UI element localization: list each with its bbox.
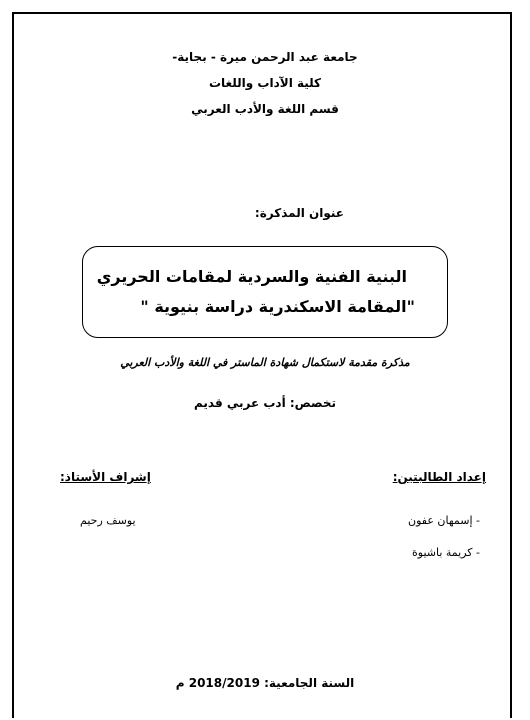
supervisor-name: يوسف رحيم bbox=[80, 514, 136, 527]
thesis-title-line-2: "المقامة الاسكندرية دراسة بنيوية " bbox=[140, 297, 415, 316]
thesis-title-label: عنوان المذكرة: bbox=[254, 206, 344, 220]
university-name: جامعة عبد الرحمن ميرة - بجاية- bbox=[172, 50, 358, 64]
academic-year: السنة الجامعية: 2018/2019 م bbox=[175, 676, 355, 690]
thesis-title-line-1: البنية الفنية والسردية لمقامات الحريري bbox=[96, 267, 407, 286]
memo-description: مذكرة مقدمة لاستكمال شهادة الماستر في اللغة والأدب العربي bbox=[120, 356, 410, 369]
faculty-name: كلية الآداب واللغات bbox=[208, 76, 322, 90]
department-name: قسم اللغة والأدب العربي bbox=[191, 102, 339, 116]
thesis-title-box bbox=[82, 246, 448, 338]
supervisor-heading: إشراف الأستاذ: bbox=[60, 470, 151, 484]
specialization: تخصص: أدب عربي قديم bbox=[193, 396, 337, 410]
prepared-by-heading: إعداد الطالبتين: bbox=[392, 470, 486, 484]
student-name: - كريمة باشيوة bbox=[412, 546, 480, 559]
student-name: - إسمهان عفون bbox=[408, 514, 480, 527]
